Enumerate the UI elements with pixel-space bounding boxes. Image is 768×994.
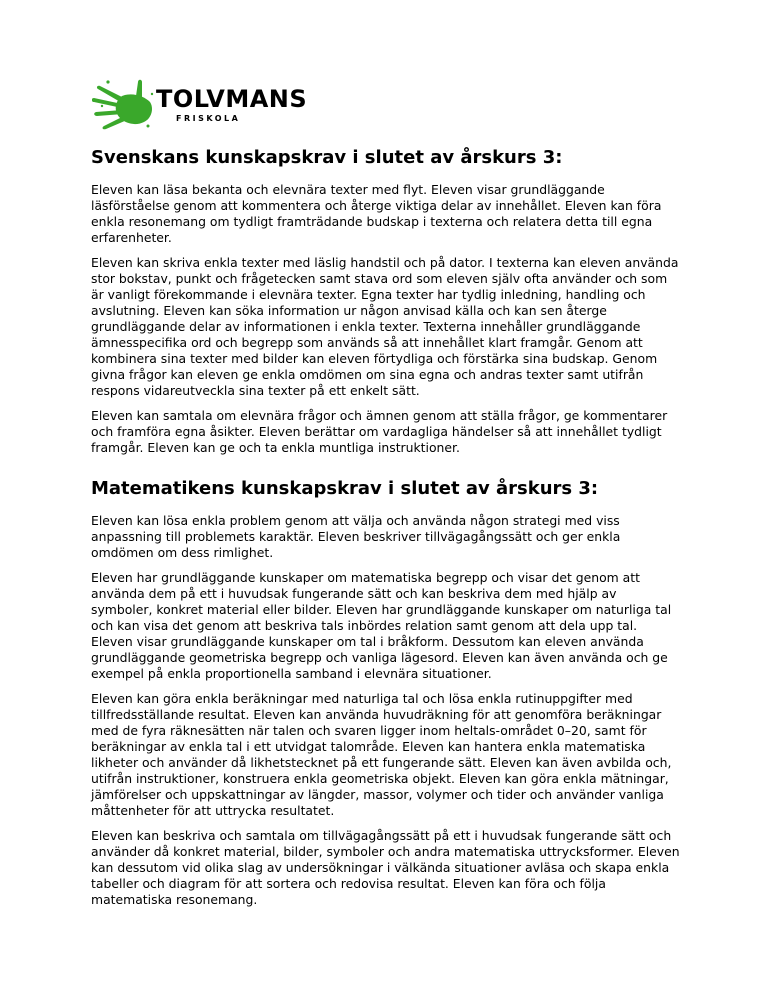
paragraph: Eleven kan lösa enkla problem genom att välja och använda någon strategi med viss anpassning till problemets karaktär. Eleven beskriver tillvägagångssätt och ger enkla omdömen om dess rimlighet. xyxy=(91,513,621,560)
paragraph: Eleven kan läsa bekanta och elevnära texter med flyt. Eleven visar grundläggande läsförståelse genom att kommentera och återge viktiga delar av innehållet. Eleven kan föra enkla resonemang om tydligt framträdande budskap i texterna och relatera detta till egna erfarenheter. xyxy=(91,182,662,245)
section-heading: Matematikens kunskapskrav i slutet av årskurs 3: xyxy=(91,478,599,499)
logo-subtitle: FRISKOLA xyxy=(176,114,241,123)
paragraph: Eleven kan göra enkla beräkningar med naturliga tal och lösa enkla rutinuppgifter med tillfredsställande resultat. Eleven kan använda huvudräkning för att genomföra beräkningar med de fyra räknesätten när talen och svaren ligger inom heltals-området 0–20, samt för beräkningar av enkla tal i ett utvidgat talområde. Eleven kan hantera enkla matematiska likheter och använder då likhetstecknet på ett fungerande sätt. Eleven kan även avbilda och, utifrån instruktioner, konstruera enkla geometriska objekt. Eleven kan göra enkla mätningar, jämförelser och uppskattningar av längder, massor, volymer och tider och använder vanliga måttenheter för att uttrycka resultatet. xyxy=(91,691,672,818)
section-heading: Svenskans kunskapskrav i slutet av årskurs 3: xyxy=(91,147,563,168)
math-section xyxy=(91,477,681,908)
document-body xyxy=(91,146,681,917)
paragraph: Eleven kan skriva enkla texter med läslig handstil och på dator. I texterna kan eleven använda stor bokstav, punkt och frågetecken samt stava ord som eleven själv ofta använder och som är vanligt förekommande i elevnära texter. Egna texter har tydlig inledning, handling och avslutning. Eleven kan söka information ur någon anvisad källa och kan sen återge grundläggande delar av informationen i enkla texter. Texterna innehåller grundläggande ämnesspecifika ord och begrepp som används så att innehållet klart framgår. Genom att kombinera sina texter med bilder kan eleven förtydliga och förstärka sina budskap. Genom givna frågor kan eleven ge enkla omdömen om sina egna och andras texter samt utifrån respons vidareutveckla sina texter på ett enkelt sätt. xyxy=(91,255,679,398)
school-logo xyxy=(92,76,308,132)
swedish-section xyxy=(91,146,681,456)
paragraph: Eleven har grundläggande kunskaper om matematiska begrepp och visar det genom att använda dem på ett i huvudsak fungerande sätt och kan beskriva dem med hjälp av symboler, konkret material eller bilder. Eleven har grundläggande kunskaper om naturliga tal och kan visa det genom att beskriva tals inbördes relation samt genom att dela upp tal. Eleven visar grundläggande kunskaper om tal i bråkform. Dessutom kan eleven använda grundläggande geometriska begrepp och vanliga lägesord. Eleven kan även använda och ge exempel på enkla proportionella samband i elevnära situationer. xyxy=(91,570,672,681)
logo-name: TOLVMANS xyxy=(156,85,308,113)
paragraph: Eleven kan beskriva och samtala om tillvägagångssätt på ett i huvudsak fungerande sätt och använder då konkret material, bilder, symboler och andra matematiska uttrycksformer. Eleven kan dessutom vid olika slag av undersökningar i välkända situationer avläsa och skapa enkla tabeller och diagram för att sortera och redovisa resultat. Eleven kan föra och följa matematiska resonemang. xyxy=(91,828,680,907)
paragraph: Eleven kan samtala om elevnära frågor och ämnen genom att ställa frågor, ge kommentarer och framföra egna åsikter. Eleven berättar om vardagliga händelser så att innehållet tydligt framgår. Eleven kan ge och ta enkla muntliga instruktioner. xyxy=(91,408,668,455)
hand-print-icon xyxy=(92,76,156,132)
